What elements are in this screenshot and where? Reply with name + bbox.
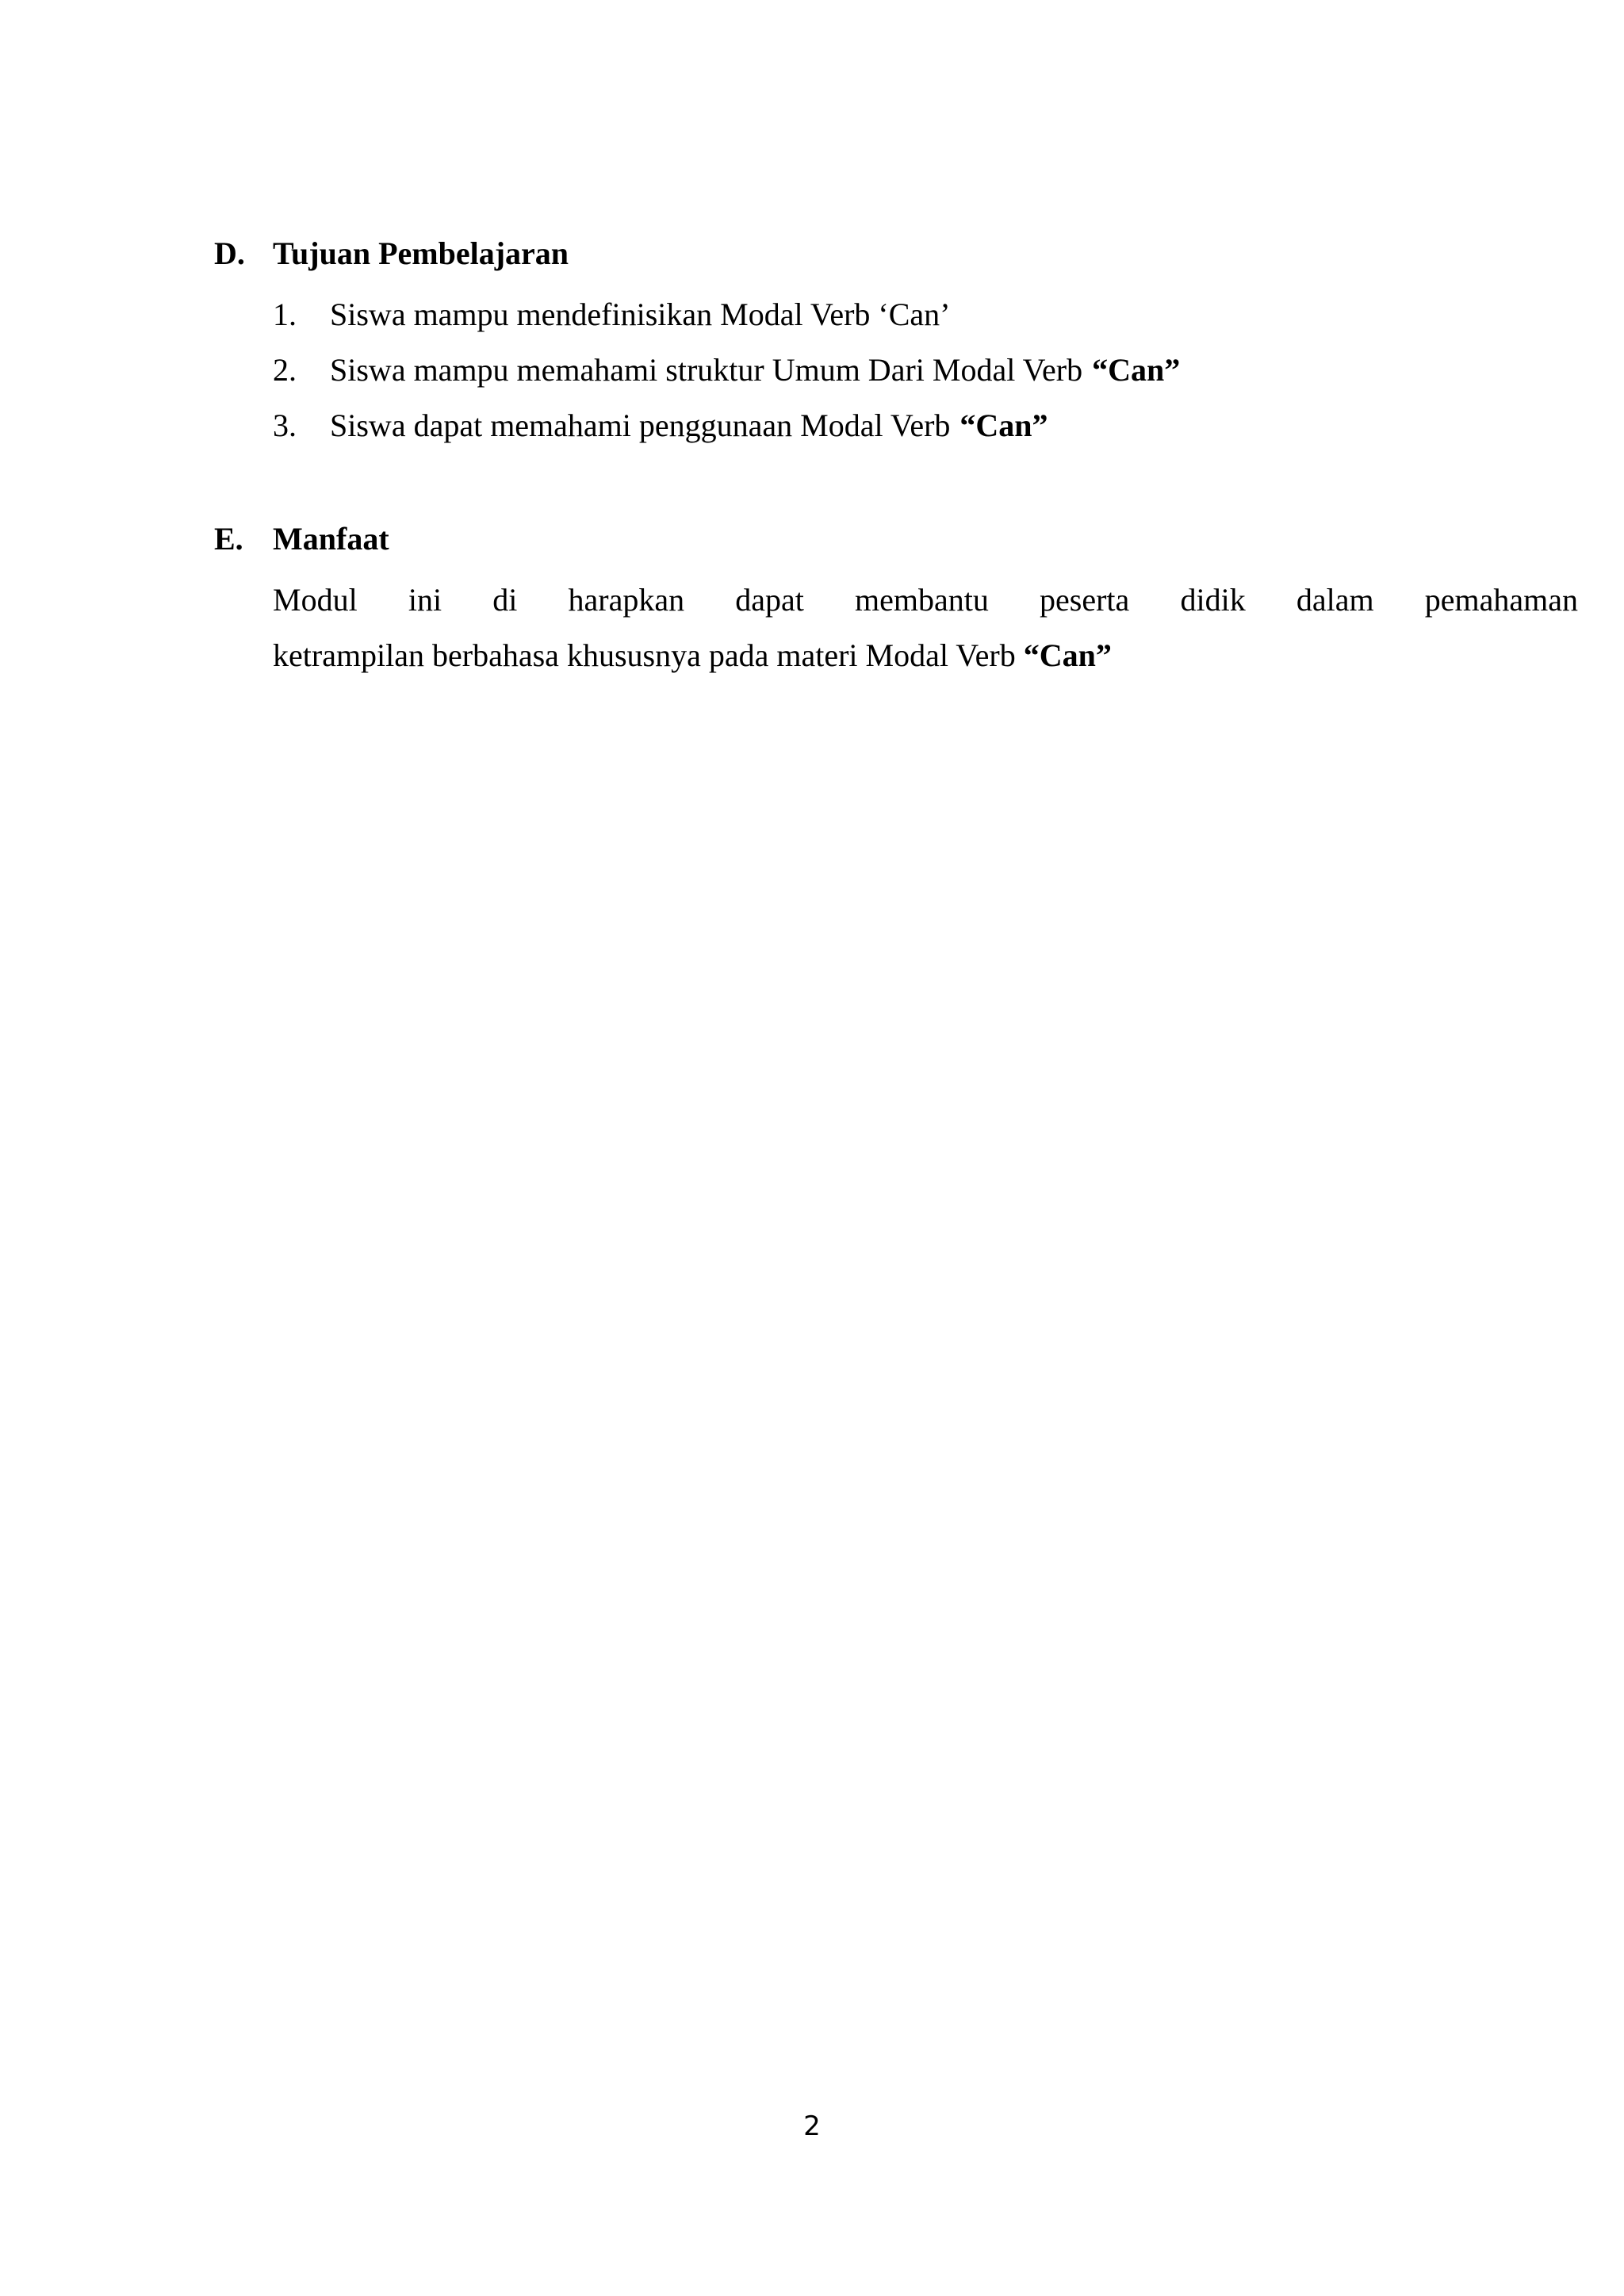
objective-number: 3. [273, 408, 297, 443]
page-number: 2 [803, 2110, 821, 2142]
objective-text-body: Siswa dapat memahami penggunaan Modal Verb [330, 408, 951, 443]
section-title: Tujuan Pembelajaran [273, 235, 569, 271]
objective-text-body: Siswa mampu memahami struktur Umum Dari Modal Verb [330, 352, 1083, 388]
objective-text-body: Siswa mampu mendefinisikan Modal Verb ‘Can’ [330, 297, 951, 332]
section-letter: E. [214, 521, 243, 557]
section-tujuan-pembelajaran [214, 232, 1364, 453]
objective-emphasis: “Can” [959, 408, 1048, 443]
objective-emphasis: “Can” [1092, 352, 1181, 388]
objective-item [214, 398, 1364, 453]
paragraph-emphasis: “Can” [1023, 637, 1112, 673]
section-heading [214, 517, 1364, 561]
objective-number: 1. [273, 297, 297, 332]
section-heading [214, 232, 1364, 276]
objective-list [214, 287, 1364, 453]
paragraph-line: Modul ini di harapkan dapat membantu peserta didik dalam pemahaman [273, 582, 1578, 618]
objective-text [330, 287, 1364, 342]
paragraph-text: ketrampilan berbahasa khususnya pada materi Modal Verb [273, 637, 1016, 673]
section-manfaat [214, 517, 1578, 683]
paragraph-line [273, 628, 1519, 683]
objective-text [330, 342, 1364, 398]
objective-item [214, 342, 1364, 398]
section-title: Manfaat [273, 521, 389, 557]
objective-item [214, 287, 1364, 342]
objective-text [330, 398, 1364, 453]
section-letter: D. [214, 235, 245, 271]
objective-number: 2. [273, 352, 297, 388]
manfaat-paragraph [214, 572, 1578, 683]
